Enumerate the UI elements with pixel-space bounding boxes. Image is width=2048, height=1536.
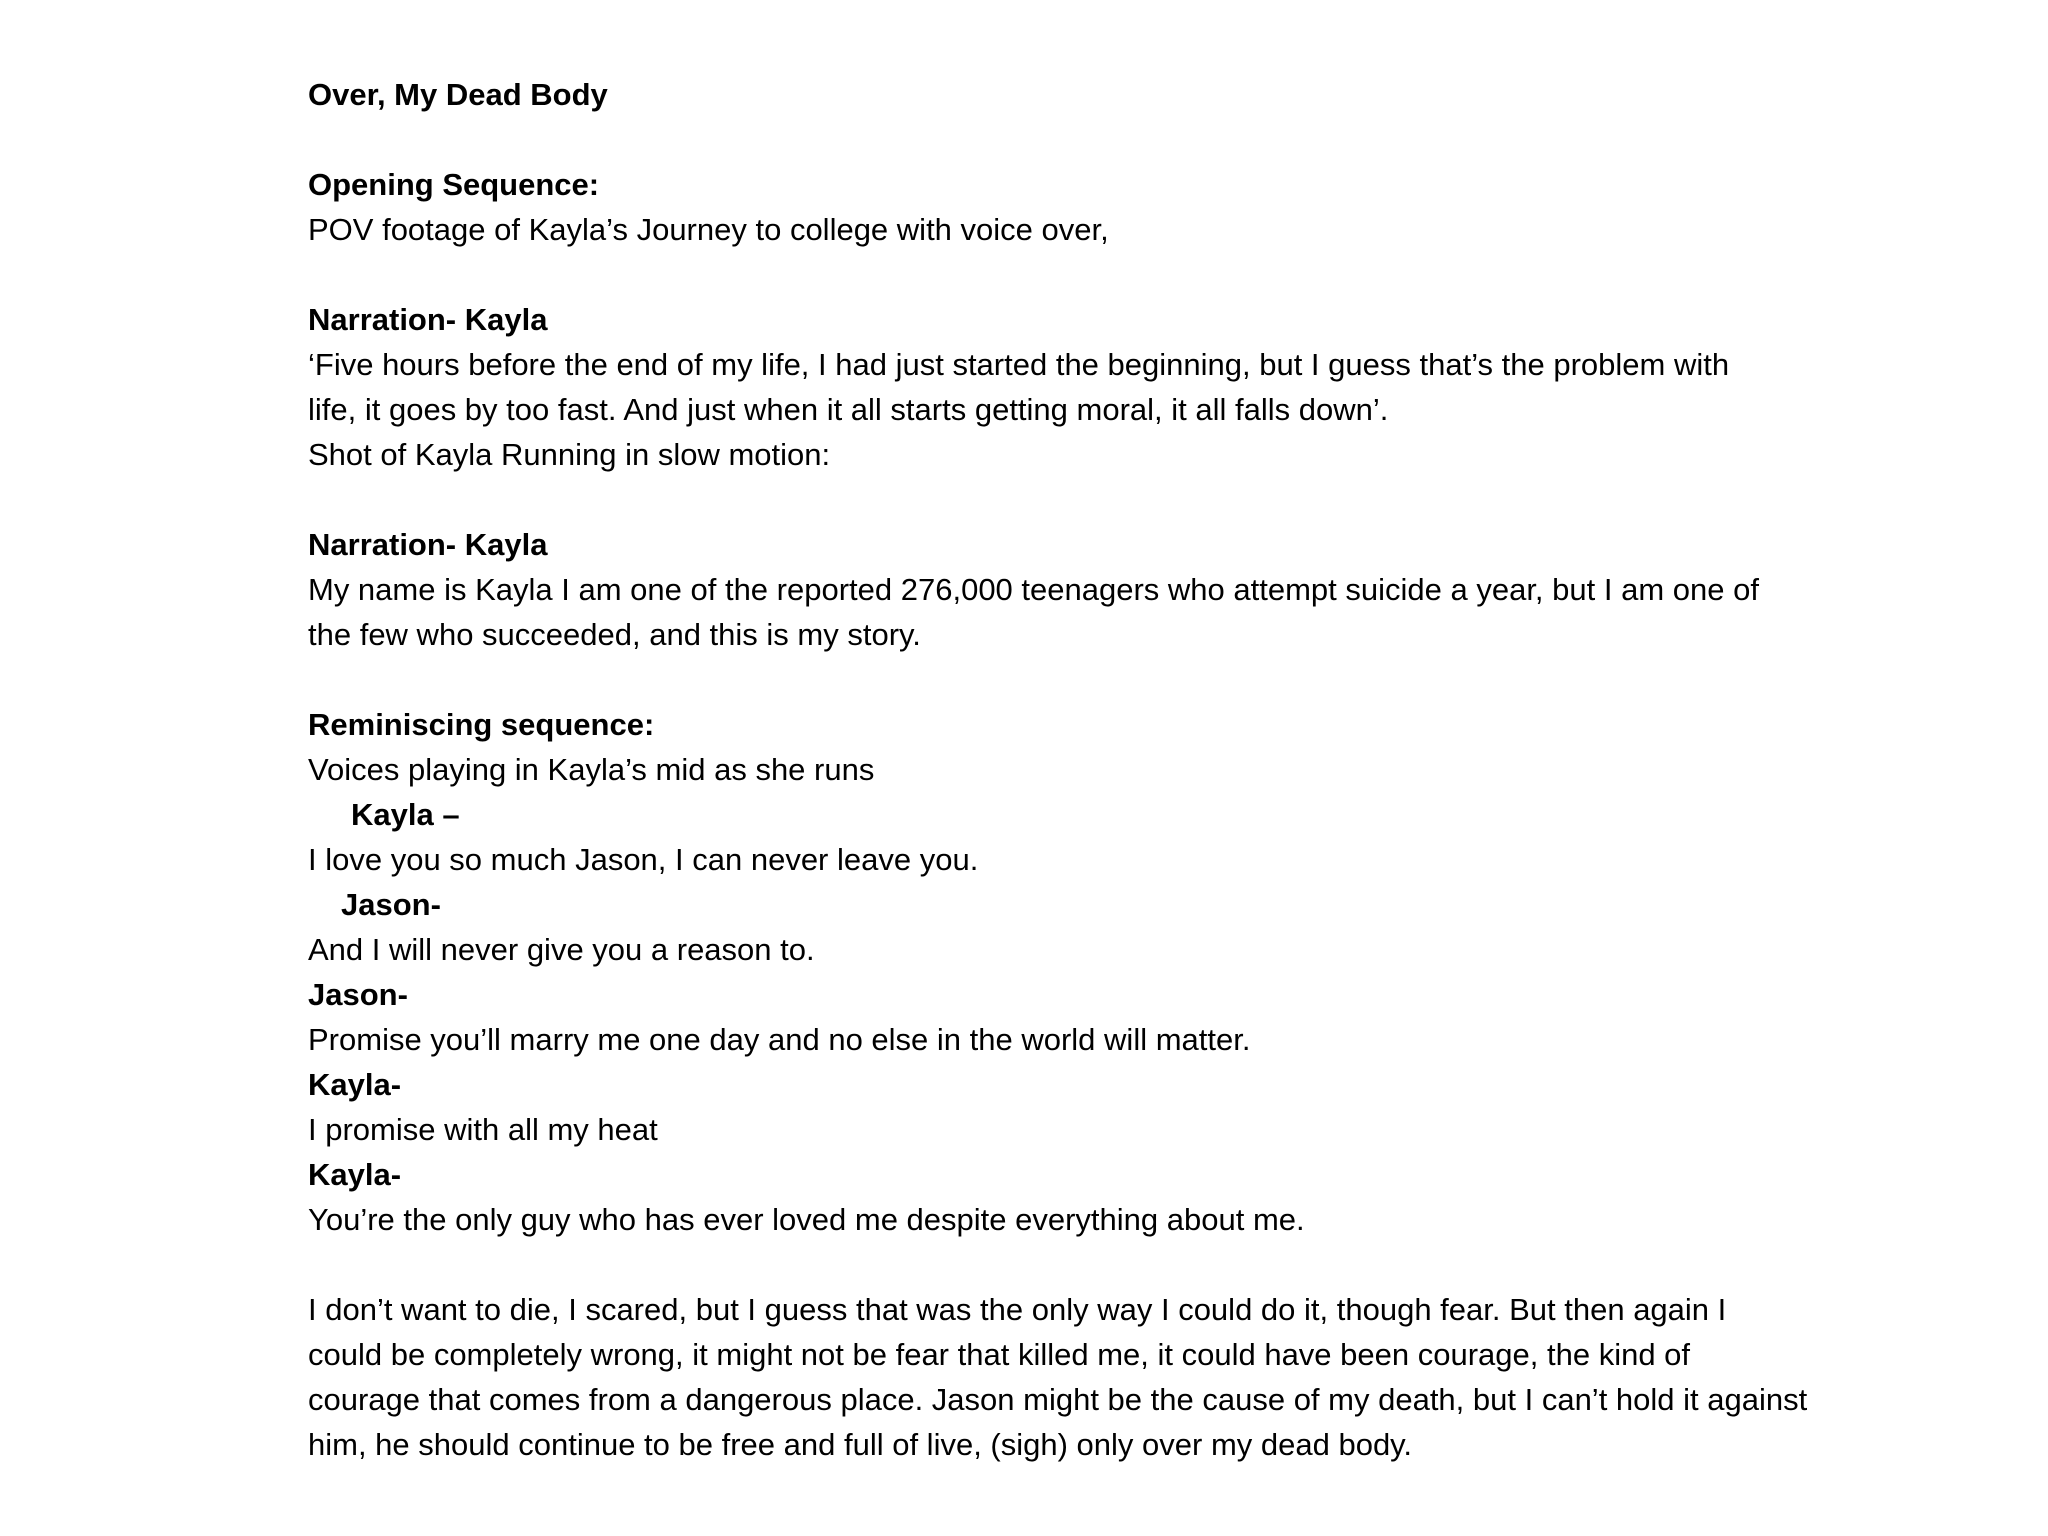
- dialogue-speaker: Jason-: [341, 887, 441, 922]
- dialogue-speaker: Kayla-: [308, 1157, 402, 1192]
- blank-line: [308, 117, 2008, 162]
- dialogue-line: Promise you’ll marry me one day and no else in the world will matter.: [308, 1022, 1251, 1057]
- narration-line: My name is Kayla I am one of the reported 276,000 teenagers who attempt suicide a year, but I am one of: [308, 572, 1759, 607]
- closing-paragraph-line: I don’t want to die, I scared, but I guess that was the only way I could do it, though fear. But then again I: [308, 1292, 1727, 1327]
- narration-line: life, it goes by too fast. And just when it all starts getting moral, it all falls down’.: [308, 392, 1389, 427]
- opening-sequence-text: POV footage of Kayla’s Journey to college with voice over,: [308, 212, 1109, 247]
- dialogue-line: I love you so much Jason, I can never leave you.: [308, 842, 979, 877]
- narration-speaker: Narration- Kayla: [308, 527, 548, 562]
- dialogue-line: And I will never give you a reason to.: [308, 932, 815, 967]
- closing-paragraph-line: could be completely wrong, it might not be fear that killed me, it could have been courage, the kind of: [308, 1337, 1691, 1372]
- narration-line: the few who succeeded, and this is my story.: [308, 617, 921, 652]
- dialogue-line: I promise with all my heat: [308, 1112, 658, 1147]
- closing-paragraph-line: courage that comes from a dangerous place. Jason might be the cause of my death, but I can’t hold it against: [308, 1382, 1808, 1417]
- dialogue-speaker: Kayla –: [351, 797, 460, 832]
- blank-line: [308, 477, 2008, 522]
- dialogue-speaker: Jason-: [308, 977, 408, 1012]
- closing-paragraph-line: him, he should continue to be free and full of live, (sigh) only over my dead body.: [308, 1427, 1412, 1462]
- narration-speaker: Narration- Kayla: [308, 302, 548, 337]
- narration-line: ‘Five hours before the end of my life, I had just started the beginning, but I guess that’s the problem with: [308, 347, 1730, 382]
- dialogue-line: You’re the only guy who has ever loved me despite everything about me.: [308, 1202, 1305, 1237]
- script-page: [308, 72, 2008, 1467]
- opening-sequence-heading: Opening Sequence:: [308, 167, 600, 202]
- blank-line: [308, 1242, 2008, 1287]
- blank-line: [308, 657, 2008, 702]
- reminiscing-intro: Voices playing in Kayla’s mid as she runs: [308, 752, 875, 787]
- shot-direction: Shot of Kayla Running in slow motion:: [308, 437, 831, 472]
- reminiscing-sequence-heading: Reminiscing sequence:: [308, 707, 655, 742]
- dialogue-speaker: Kayla-: [308, 1067, 402, 1102]
- blank-line: [308, 252, 2008, 297]
- document-title: Over, My Dead Body: [308, 77, 608, 112]
